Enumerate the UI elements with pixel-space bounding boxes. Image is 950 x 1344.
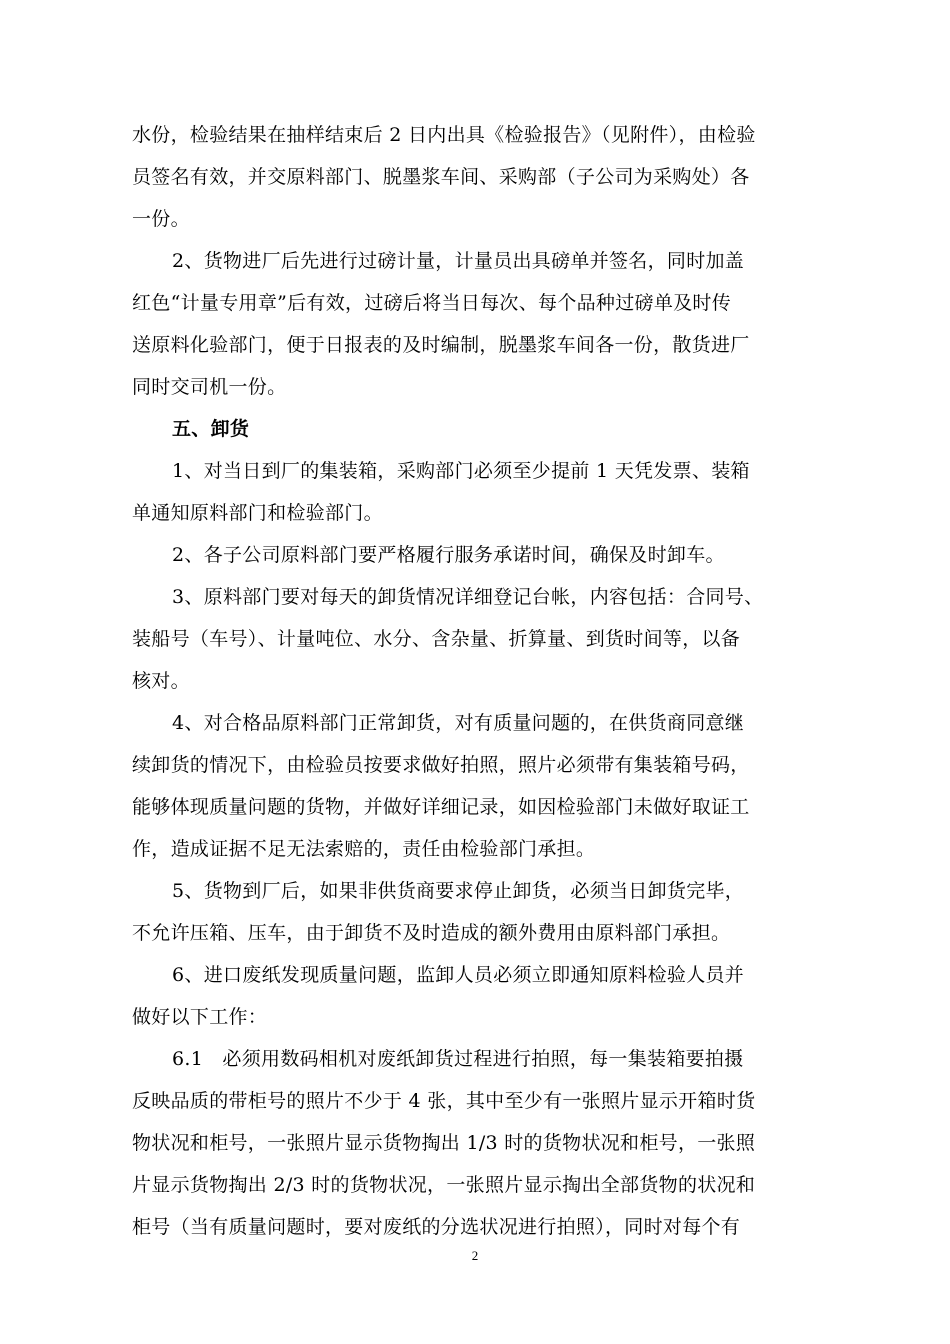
- page-number: 2: [471, 1248, 479, 1263]
- paragraph: [132, 702, 832, 870]
- text-line: 单通知原料部门和检验部门。: [132, 502, 383, 524]
- text-line: 不允许压箱、压车，由于卸货不及时造成的额外费用由原料部门承担。: [132, 922, 731, 944]
- paragraph: [132, 576, 832, 702]
- text-line: 五、卸货: [172, 418, 250, 440]
- text-line: 核对。: [132, 670, 190, 692]
- text-line: 送原料化验部门，便于日报表的及时编制，脱墨浆车间各一份，散货进厂: [132, 334, 750, 356]
- text-line: 水份，检验结果在抽样结束后 2 日内出具《检验报告》（见附件），由检验: [132, 124, 756, 146]
- text-line: 做好以下工作：: [132, 1006, 268, 1028]
- text-line: 4、对合格品原料部门正常卸货，对有质量问题的，在供货商同意继: [172, 712, 745, 734]
- paragraph: [132, 240, 832, 408]
- text-line: 作，造成证据不足无法索赔的，责任由检验部门承担。: [132, 838, 596, 860]
- text-line: 续卸货的情况下，由检验员按要求做好拍照，照片必须带有集装箱号码，: [132, 754, 750, 776]
- text-line: 物状况和柜号，一张照片显示货物掏出 1/3 时的货物状况和柜号，一张照: [132, 1132, 756, 1154]
- paragraph: [132, 114, 832, 240]
- document-body: [132, 114, 832, 1248]
- text-line: 2、货物进厂后先进行过磅计量，计量员出具磅单并签名，同时加盖: [172, 250, 745, 272]
- paragraph: [132, 534, 832, 576]
- text-line: 6、进口废纸发现质量问题，监卸人员必须立即通知原料检验人员并: [172, 964, 745, 986]
- paragraph: [132, 450, 832, 534]
- text-line: 2、各子公司原料部门要严格履行服务承诺时间，确保及时卸车。: [172, 544, 725, 566]
- text-line: 一份。: [132, 208, 190, 230]
- paragraph: [132, 1038, 832, 1248]
- text-line: 柜号（当有质量问题时，要对废纸的分选状况进行拍照），同时对每个有: [132, 1216, 741, 1238]
- text-line: 员签名有效，并交原料部门、脱墨浆车间、采购部（子公司为采购处）各: [132, 166, 750, 188]
- text-line: 3、原料部门要对每天的卸货情况详细登记台帐，内容包括：合同号、: [172, 586, 764, 608]
- section-heading: [132, 408, 832, 450]
- text-line: 5、货物到厂后，如果非供货商要求停止卸货，必须当日卸货完毕，: [172, 880, 745, 902]
- text-line: 反映品质的带柜号的照片不少于 4 张，其中至少有一张照片显示开箱时货: [132, 1090, 756, 1112]
- paragraph: [132, 870, 832, 954]
- text-line: 能够体现质量问题的货物，并做好详细记录，如因检验部门未做好取证工: [132, 796, 750, 818]
- text-line: 片显示货物掏出 2/3 时的货物状况，一张照片显示掏出全部货物的状况和: [132, 1174, 756, 1196]
- text-line: 红色“计量专用章”后有效，过磅后将当日每次、每个品种过磅单及时传: [132, 292, 732, 314]
- text-line: 装船号（车号）、计量吨位、水分、含杂量、折算量、到货时间等，以备: [132, 628, 741, 650]
- text-line: 同时交司机一份。: [132, 376, 287, 398]
- text-line: 6.1 必须用数码相机对废纸卸货过程进行拍照，每一集装箱要拍摄: [172, 1048, 744, 1070]
- paragraph: [132, 954, 832, 1038]
- text-line: 1、对当日到厂的集装箱，采购部门必须至少提前 1 天凭发票、装箱: [172, 460, 750, 482]
